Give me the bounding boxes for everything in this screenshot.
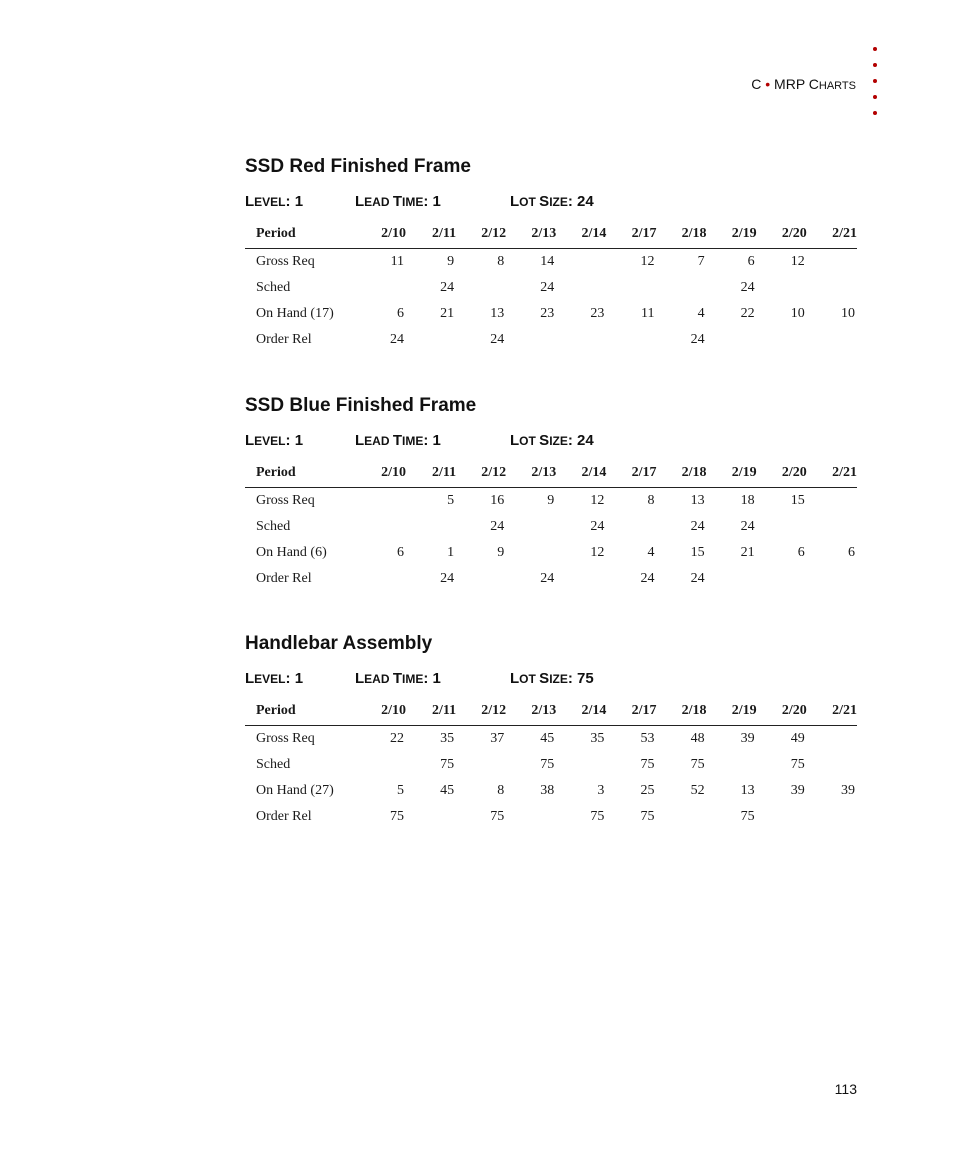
row-label: Gross Req (256, 493, 315, 508)
row-value: 16 (490, 493, 505, 508)
row-value: 37 (490, 731, 505, 746)
row-value: 21 (740, 545, 755, 560)
period-col: 2/13 (506, 220, 556, 249)
level-value: 1 (294, 432, 304, 449)
row-value (807, 275, 857, 301)
row-value (556, 327, 606, 353)
row-value (556, 249, 606, 276)
period-col: 2/10 (356, 459, 406, 488)
level-value: 1 (294, 670, 304, 687)
row-value (606, 275, 656, 301)
row-value: 21 (440, 306, 455, 321)
dot-icon (873, 95, 877, 99)
row-value: 24 (540, 280, 555, 295)
period-col: 2/14 (556, 459, 606, 488)
row-value: 48 (690, 731, 705, 746)
row-value (406, 804, 456, 830)
row-value: 39 (841, 783, 855, 798)
row-value (506, 540, 556, 566)
row-value: 11 (390, 254, 405, 269)
row-value: 9 (447, 254, 455, 269)
period-col: 2/17 (606, 459, 656, 488)
row-value: 24 (690, 332, 705, 347)
row-value: 24 (740, 519, 755, 534)
row-value (356, 752, 406, 778)
row-value (807, 726, 857, 753)
period-col: 2/20 (757, 459, 807, 488)
row-value (506, 514, 556, 540)
row-value (757, 804, 807, 830)
period-col: 2/14 (556, 220, 606, 249)
mrp-table (245, 697, 857, 830)
table-header-row (245, 697, 857, 726)
row-value: 23 (540, 306, 555, 321)
row-value: 8 (647, 493, 655, 508)
table-row (245, 566, 857, 592)
lot-size-info: LOT SIZE: 75 (510, 670, 594, 687)
period-col: 2/17 (606, 220, 656, 249)
row-value: 52 (690, 783, 705, 798)
row-value: 6 (397, 545, 405, 560)
row-value (406, 514, 456, 540)
row-value: 18 (740, 493, 755, 508)
table-row (245, 804, 857, 830)
row-value: 45 (540, 731, 555, 746)
row-label: On Hand (17) (256, 306, 334, 321)
row-value: 6 (397, 306, 405, 321)
section-meta (245, 667, 857, 691)
row-value: 15 (790, 493, 805, 508)
page-number: 113 (834, 1081, 857, 1097)
row-value: 75 (640, 809, 655, 824)
table-row (245, 726, 857, 753)
row-value: 24 (640, 571, 655, 586)
dot-icon (873, 47, 877, 51)
period-col: 2/19 (707, 697, 757, 726)
row-value (406, 327, 456, 353)
row-value (356, 488, 406, 515)
row-value: 23 (590, 306, 605, 321)
table-row (245, 540, 857, 566)
row-value (807, 488, 857, 515)
period-header: Period (245, 697, 356, 726)
section-ssd-blue (245, 392, 857, 592)
row-value (456, 275, 506, 301)
row-value: 75 (390, 809, 405, 824)
row-value (606, 327, 656, 353)
section-meta (245, 190, 857, 214)
row-value: 6 (848, 545, 855, 560)
row-value: 22 (740, 306, 755, 321)
row-value: 75 (490, 809, 505, 824)
row-value: 24 (590, 519, 605, 534)
row-value (807, 327, 857, 353)
row-value: 53 (640, 731, 655, 746)
section-title: Handlebar Assembly (245, 633, 433, 654)
table-row (245, 275, 857, 301)
row-value: 1 (447, 545, 455, 560)
mrp-table (245, 220, 857, 353)
section-title: SSD Blue Finished Frame (245, 395, 477, 416)
level-info: LEVEL: 1 (245, 432, 304, 449)
row-value: 13 (740, 783, 755, 798)
row-value: 10 (841, 306, 855, 321)
row-label: Sched (256, 757, 291, 772)
lot-size-value: 75 (577, 670, 594, 687)
row-value: 24 (540, 571, 555, 586)
dot-icon (873, 63, 877, 67)
period-col: 2/14 (556, 697, 606, 726)
row-value (556, 275, 606, 301)
row-value (356, 275, 406, 301)
level-info: LEVEL: 1 (245, 193, 304, 210)
row-value: 24 (690, 571, 705, 586)
row-value (707, 752, 757, 778)
row-value (707, 566, 757, 592)
row-label: On Hand (6) (256, 545, 327, 560)
lead-time-info: LEAD TIME: 1 (355, 670, 441, 687)
row-value (807, 566, 857, 592)
row-value (456, 752, 506, 778)
row-value: 75 (690, 757, 705, 772)
period-col: 2/12 (456, 459, 506, 488)
row-label: Order Rel (256, 809, 312, 824)
row-value: 12 (790, 254, 805, 269)
row-value: 24 (440, 571, 455, 586)
lot-size-info: LOT SIZE: 24 (510, 193, 594, 210)
period-col: 2/12 (456, 697, 506, 726)
row-value: 8 (497, 783, 505, 798)
table-row (245, 488, 857, 515)
period-col: 2/19 (707, 459, 757, 488)
period-col: 2/10 (356, 220, 406, 249)
row-value: 4 (697, 306, 705, 321)
section-handlebar (245, 630, 857, 830)
row-value (757, 566, 807, 592)
row-value: 39 (790, 783, 805, 798)
row-value: 12 (590, 493, 605, 508)
row-value (656, 275, 706, 301)
table-header-row (245, 459, 857, 488)
row-value (356, 566, 406, 592)
period-col: 2/17 (606, 697, 656, 726)
row-value: 24 (740, 280, 755, 295)
row-value: 9 (497, 545, 505, 560)
row-value: 3 (597, 783, 605, 798)
row-value (656, 804, 706, 830)
row-value (556, 752, 606, 778)
row-value: 75 (640, 757, 655, 772)
row-value: 24 (690, 519, 705, 534)
row-value: 7 (697, 254, 705, 269)
period-header: Period (245, 220, 356, 249)
row-value: 8 (497, 254, 505, 269)
row-value (506, 327, 556, 353)
period-col: 2/12 (456, 220, 506, 249)
row-value (757, 275, 807, 301)
table-row (245, 327, 857, 353)
row-value: 24 (440, 280, 455, 295)
row-value: 13 (690, 493, 705, 508)
header-bullet: • (765, 76, 771, 92)
period-col: 2/20 (757, 697, 807, 726)
period-col: 2/21 (807, 697, 857, 726)
period-col: 2/20 (757, 220, 807, 249)
header-title-rest: HARTS (818, 80, 856, 92)
lot-size-info: LOT SIZE: 24 (510, 432, 594, 449)
row-label: Sched (256, 519, 291, 534)
margin-dots (873, 47, 879, 127)
row-label: Sched (256, 280, 291, 295)
row-value: 6 (797, 545, 805, 560)
row-value: 45 (440, 783, 455, 798)
section-ssd-red (245, 153, 857, 353)
row-value: 22 (390, 731, 405, 746)
lead-time-info: LEAD TIME: 1 (355, 193, 441, 210)
period-col: 2/21 (807, 459, 857, 488)
section-meta (245, 429, 857, 453)
period-header: Period (245, 459, 356, 488)
period-col: 2/18 (656, 459, 706, 488)
row-value: 5 (397, 783, 405, 798)
row-value: 9 (547, 493, 555, 508)
row-value (356, 514, 406, 540)
row-value (506, 804, 556, 830)
running-header (751, 76, 856, 92)
row-value: 12 (640, 254, 655, 269)
row-value: 38 (540, 783, 555, 798)
table-row (245, 301, 857, 327)
level-value: 1 (294, 193, 304, 210)
row-value (807, 249, 857, 276)
row-value: 24 (490, 332, 505, 347)
lead-time-info: LEAD TIME: 1 (355, 432, 441, 449)
header-chapter: C (751, 76, 762, 92)
row-value: 35 (440, 731, 455, 746)
table-row (245, 249, 857, 276)
period-col: 2/11 (406, 459, 456, 488)
row-value (757, 514, 807, 540)
row-label: Order Rel (256, 571, 312, 586)
row-value (807, 804, 857, 830)
period-col: 2/18 (656, 697, 706, 726)
period-col: 2/19 (707, 220, 757, 249)
period-col: 2/10 (356, 697, 406, 726)
table-row (245, 514, 857, 540)
row-value: 75 (790, 757, 805, 772)
lead-time-value: 1 (432, 193, 441, 210)
row-value (606, 514, 656, 540)
dot-icon (873, 111, 877, 115)
row-value (757, 327, 807, 353)
period-col: 2/11 (406, 697, 456, 726)
row-label: On Hand (27) (256, 783, 334, 798)
period-col: 2/11 (406, 220, 456, 249)
lot-size-value: 24 (577, 193, 594, 210)
dot-icon (873, 79, 877, 83)
row-value: 75 (440, 757, 455, 772)
row-value: 4 (647, 545, 655, 560)
row-value (556, 566, 606, 592)
lot-size-value: 24 (577, 432, 594, 449)
row-value: 11 (640, 306, 655, 321)
row-value (456, 566, 506, 592)
row-value: 75 (540, 757, 555, 772)
row-value: 14 (540, 254, 555, 269)
row-value: 15 (690, 545, 705, 560)
row-value: 12 (590, 545, 605, 560)
row-value: 39 (740, 731, 755, 746)
row-value: 35 (590, 731, 605, 746)
row-value (807, 514, 857, 540)
header-title-first: MRP C (774, 76, 819, 92)
period-col: 2/18 (656, 220, 706, 249)
period-col: 2/21 (807, 220, 857, 249)
section-title: SSD Red Finished Frame (245, 156, 471, 177)
row-value: 75 (590, 809, 605, 824)
row-label: Order Rel (256, 332, 312, 347)
row-value: 6 (747, 254, 755, 269)
row-value (807, 752, 857, 778)
row-value: 24 (390, 332, 405, 347)
lead-time-value: 1 (432, 432, 441, 449)
table-header-row (245, 220, 857, 249)
level-info: LEVEL: 1 (245, 670, 304, 687)
row-value: 49 (790, 731, 805, 746)
row-value: 13 (490, 306, 505, 321)
row-value (707, 327, 757, 353)
lead-time-value: 1 (432, 670, 441, 687)
row-value: 25 (640, 783, 655, 798)
row-label: Gross Req (256, 254, 315, 269)
row-value: 75 (740, 809, 755, 824)
period-col: 2/13 (506, 697, 556, 726)
row-label: Gross Req (256, 731, 315, 746)
mrp-table (245, 459, 857, 592)
row-value: 5 (447, 493, 455, 508)
table-row (245, 778, 857, 804)
period-col: 2/13 (506, 459, 556, 488)
row-value: 24 (490, 519, 505, 534)
table-row (245, 752, 857, 778)
row-value: 10 (790, 306, 805, 321)
